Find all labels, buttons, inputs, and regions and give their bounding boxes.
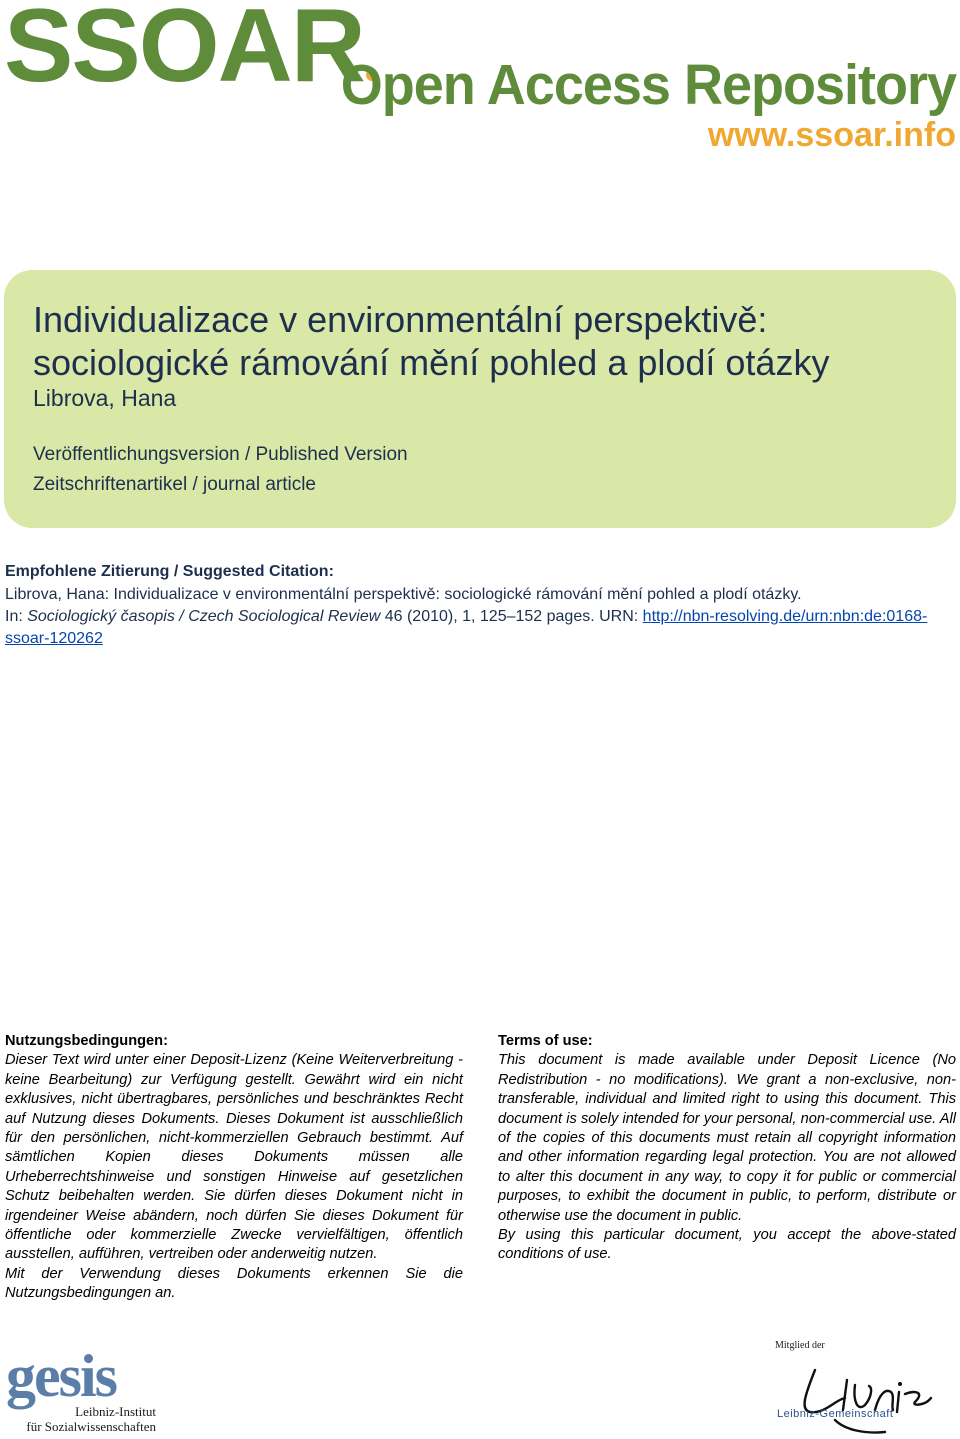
citation-details: 46 (2010), 1, 125–152 pages. URN: [380,608,643,625]
document-title-line-1: Individualizace v environmentální perspektivě: [33,299,768,340]
document-type-label: Zeitschriftenartikel / journal article [33,474,316,495]
terms-german-heading: Nutzungsbedingungen: [5,1033,168,1049]
citation-main: Librova, Hana: Individualizace v environmentální perspektivě: sociologické rámování mění pohled a plodí otázky. [5,586,802,603]
version-label: Veröffentlichungsversion / Published Version [33,444,408,465]
gesis-logo [6,1343,166,1434]
citation-in: In: [5,608,28,625]
repository-url-link[interactable]: www.ssoar.info [707,116,956,154]
document-title-line-2: sociologické rámování mění pohled a plodí otázky [33,342,830,383]
citation-journal: Sociologický časopis / Czech Sociological Review [27,608,381,625]
terms-english-heading: Terms of use: [498,1033,593,1049]
terms-german-paragraph-2: Mit der Verwendung dieses Dokuments erkennen Sie die Nutzungsbedingungen an. [5,1265,463,1302]
leibniz-logo [775,1340,955,1436]
leibniz-gemeinschaft-text: Leibniz-Gemeinschaft [777,1408,894,1420]
terms-german-paragraph-1: Dieser Text wird unter einer Deposit-Lizenz (Keine Weiterverbreitung - keine Bearbeitung) zur Verfügung gestellt. Gewährt wird ein nicht exklusives, nicht übertragbares, persönliches und beschränktes Recht auf Nutzung dieses Dokuments. Dieses Dokument ist ausschließlich für den persönlichen, nicht-kommerziellen Gebrauch bestimmt. Auf sämtlichen Kopien dieses Dokuments müssen alle Urheberrechtshinweise und sonstigen Hinweise auf gesetzlichen Schutz beibehalten werden. Sie dürfen dieses Dokument nicht in irgendeiner Weise abändern, noch dürfen Sie dieses Dokument für öffentliche oder kommerzielle Zwecke vervielfältigen, öffentlich ausstellen, aufführen, vertreiben oder anderweitig nutzen. [5,1052,463,1263]
urn-link[interactable]: http://nbn-resolving.de/urn:nbn:de:0168-ssoar-120262 [5,608,928,647]
ssoar-logo [4,0,378,104]
gesis-sub-line-1: Leibniz-Institut [75,1404,156,1419]
terms-english-paragraph-1: This document is made available under Deposit Licence (No Redistribution - no modifications). We grant a non-exclusive, non-transferable, individual and limited right to using this document. This document is solely intended for your personal, non-commercial use. All of the copies of this documents must retain all copyright information and other information regarding legal protection. You are not allowed to alter this document in any way, to copy it for public or commercial purposes, to exhibit the document in public, to perform, distribute or otherwise use the document in public. [498,1052,956,1224]
terms-english-paragraph-2: By using this particular document, you accept the above-stated conditions of use. [498,1227,956,1263]
terms-english [498,1032,956,1265]
document-title [33,298,933,384]
ssoar-logo-text: SSOAR [4,0,364,104]
author: Librova, Hana [33,385,177,411]
leibniz-signature-icon [775,1340,955,1436]
repository-title: Open Access Repository [340,53,956,117]
gesis-sub-line-2: für Sozialwissenschaften [26,1419,156,1434]
gesis-logo-word: gesis [6,1343,116,1409]
leibniz-mitglied-text: Mitglied der [775,1340,825,1351]
terms-german [5,1032,463,1304]
citation-text [5,584,935,650]
citation-heading: Empfohlene Zitierung / Suggested Citation: [5,563,334,580]
